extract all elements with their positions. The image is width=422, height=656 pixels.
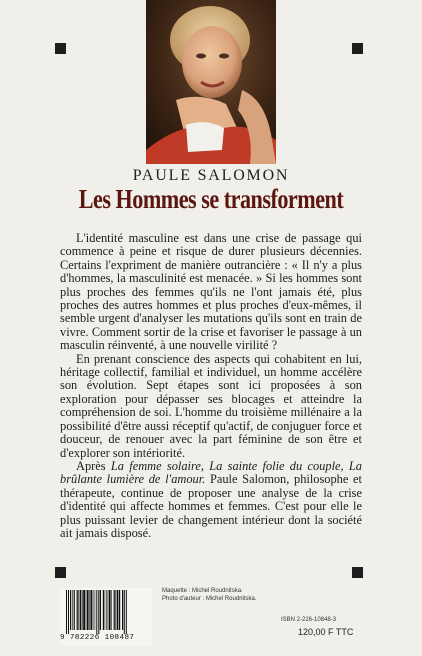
design-credit: Maquette : Michel Roudnitska. bbox=[162, 588, 243, 594]
barcode-bar bbox=[109, 590, 111, 630]
author-photo bbox=[146, 0, 276, 164]
corner-square-icon bbox=[55, 43, 66, 54]
barcode bbox=[60, 588, 152, 646]
barcode-bar bbox=[105, 590, 106, 630]
barcode-bar bbox=[70, 590, 71, 630]
barcode-bar bbox=[93, 590, 94, 630]
barcode-bar bbox=[114, 590, 115, 630]
book-title: Les Hommes se transforment bbox=[78, 184, 344, 214]
barcode-bar bbox=[80, 590, 82, 630]
barcode-bar bbox=[117, 590, 119, 630]
barcode-bar bbox=[103, 590, 104, 630]
barcode-bar bbox=[111, 590, 112, 630]
blurb-paragraph bbox=[60, 460, 362, 540]
corner-square-icon bbox=[352, 43, 363, 54]
barcode-bar bbox=[77, 590, 78, 630]
author-name: PAULE SALOMON bbox=[132, 167, 290, 184]
blurb-paragraph: L'identité masculine est dans une crise de passage qui commence à peine et risque de durer plusieurs décennies. Certains l'expriment de manière outrancière : « Il n'y a plus d'hommes, la masculinité est menacée. » Si les hommes sont plus proches des femmes qu'ils ne l'ont jamais été, plus proches des autres hommes et plus proches d'eux-mêmes, il semble urgent d'analyser les mutations qu'ils sont en train de vivre. Comment sortir de la crise et favoriser le passage à un masculin réinventé, à une nouvelle virilité ? bbox=[60, 231, 362, 353]
corner-square-icon bbox=[55, 567, 66, 578]
book-reference: La femme solaire, bbox=[110, 458, 204, 473]
barcode-bar bbox=[90, 590, 92, 630]
barcode-bar bbox=[98, 590, 99, 634]
barcode-bar bbox=[68, 590, 69, 634]
barcode-bar bbox=[89, 590, 90, 630]
barcode-bar bbox=[95, 590, 96, 630]
barcode-bar bbox=[72, 590, 73, 630]
barcode-bar bbox=[87, 590, 89, 630]
barcode-bar bbox=[74, 590, 75, 630]
barcode-bar bbox=[108, 590, 109, 630]
barcode-bar bbox=[115, 590, 116, 630]
barcode-bar bbox=[106, 590, 107, 630]
price: 120,00 F TTC bbox=[298, 627, 354, 637]
barcode-bar bbox=[78, 590, 79, 630]
barcode-bar bbox=[122, 590, 123, 630]
barcode-bar bbox=[66, 590, 67, 634]
barcode-bar bbox=[124, 590, 125, 634]
book-reference: La sainte folie du couple, bbox=[209, 458, 344, 473]
barcode-bar bbox=[86, 590, 87, 630]
blurb bbox=[60, 232, 362, 540]
credits bbox=[162, 588, 257, 603]
corner-square-icon bbox=[352, 567, 363, 578]
photo-credit: Photo d'auteur : Michel Roudnitska. bbox=[162, 595, 257, 602]
paragraph-text: Paule Salomon, philosophe et thérapeute, continue de proposer une analyse de la crise d'identité qui affecte hommes et femmes. C'est pour elle le plus puissant levier de changement intérieur dont la société ait jamais disposé. bbox=[60, 472, 362, 540]
barcode-bar bbox=[126, 590, 127, 634]
barcode-digits: 9 782226 108487 bbox=[60, 634, 135, 642]
barcode-bar bbox=[83, 590, 85, 630]
book-reference: La brûlante lumière de l'amour. bbox=[60, 458, 362, 487]
paragraph-lead: Après bbox=[76, 458, 106, 473]
barcode-bar bbox=[100, 590, 101, 630]
isbn: ISBN 2-226-10848-3 bbox=[281, 617, 337, 623]
blurb-paragraph: En prenant conscience des aspects qui cohabitent en lui, héritage collectif, familial et individuel, un homme accélère son évolution. Sept étapes sont ici proposées à son exploration pour dépasser ses blocages et atteindre la compréhension de soi. L'homme du troisième millénaire a la possibilité d'être aussi réceptif qu'actif, de conjuguer force et douceur, de renouer avec la part féminine de son être et d'explorer son intériorité. bbox=[60, 351, 362, 460]
barcode-bar bbox=[82, 590, 83, 630]
barcode-bars bbox=[60, 588, 152, 634]
barcode-bar bbox=[96, 590, 97, 634]
barcode-bar bbox=[119, 590, 120, 630]
